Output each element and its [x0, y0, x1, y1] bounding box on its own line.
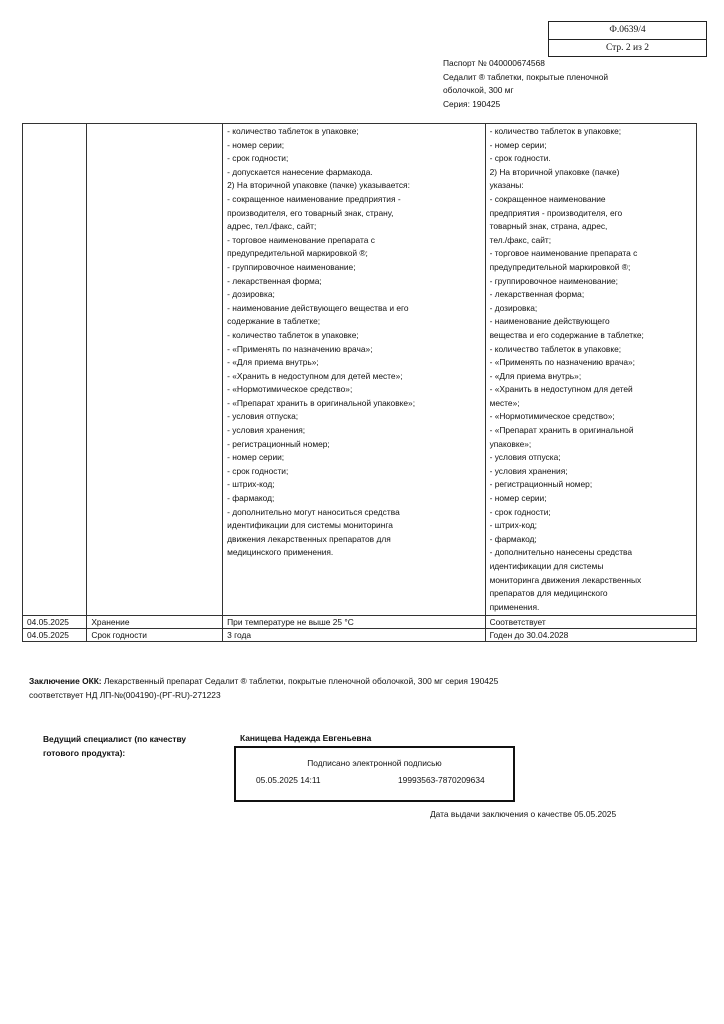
signature-datetime: 05.05.2025 14:11: [256, 775, 321, 785]
list-item: месте»;: [489, 397, 520, 408]
list-item: - группировочное наименование;: [227, 261, 356, 272]
list-item: - номер серии;: [227, 139, 285, 150]
electronic-signature-stamp: [234, 746, 515, 802]
list-item: - лекарственная форма;: [489, 289, 585, 300]
list-item: движения лекарственных препаратов для: [227, 533, 391, 544]
list-item: - наименование действующего вещества и его: [227, 302, 409, 313]
list-item: - срок годности;: [227, 465, 289, 476]
list-item: - «Применять по назначению врача»;: [227, 343, 373, 354]
list-item: - дополнительно могут наноситься средства: [227, 506, 400, 517]
list-item: тел./факс, сайт;: [489, 234, 552, 245]
passport-header: [443, 57, 643, 111]
table-row: [23, 124, 697, 616]
row-indicator: Хранение: [87, 616, 223, 629]
list-item: - «Нормотимическое средство»;: [489, 411, 615, 422]
passport-number: Паспорт № 040000674568: [443, 58, 545, 68]
list-item: - количество таблеток в упаковке;: [489, 343, 622, 354]
list-item: - «Нормотимическое средство»;: [227, 384, 353, 395]
page-number: Стр. 2 из 2: [605, 43, 650, 53]
list-item: - условия хранения;: [489, 465, 568, 476]
specialist-role-line1: Ведущий специалист (по качеству: [43, 734, 187, 744]
list-item: производителя, его товарный знак, страну,: [227, 207, 394, 218]
list-item: - условия хранения;: [227, 425, 306, 436]
list-item: мониторинга движения лекарственных: [489, 574, 642, 585]
list-item: - группировочное наименование;: [489, 275, 618, 286]
row-result: Соответствует: [485, 616, 696, 629]
list-item: - количество таблеток в упаковке;: [227, 126, 359, 136]
list-item: - штрих-код;: [489, 520, 538, 531]
list-item: адрес, тел./факс, сайт;: [227, 221, 317, 232]
row-requirement: 3 года: [223, 629, 485, 642]
list-item: содержание в таблетке;: [227, 316, 321, 327]
list-item: - срок годности;: [489, 506, 551, 517]
list-item: товарный знак, страна, адрес,: [489, 221, 608, 232]
requirements-cell: [223, 124, 485, 616]
requirements-list: [227, 125, 482, 560]
list-item: - регистрационный номер;: [489, 479, 593, 490]
series: Серия: 190425: [443, 98, 501, 109]
table-row: [23, 616, 697, 629]
row-date: 04.05.2025: [23, 616, 87, 629]
list-item: - фармакод;: [489, 533, 537, 544]
conclusion: [29, 675, 669, 702]
list-item: - срок годности.: [489, 153, 551, 164]
product-name-line1: Седалит ® таблетки, покрытые пленочной: [443, 71, 609, 82]
list-item: - «Препарат хранить в оригинальной упаковке»;: [227, 397, 416, 408]
list-item: - «Для приема внутрь»;: [227, 357, 319, 368]
list-item: - дозировка;: [227, 289, 275, 300]
list-item: - торговое наименование препарата с: [227, 234, 375, 245]
list-item: - количество таблеток в упаковке;: [489, 126, 622, 136]
specialist-role-line2: готового продукта):: [43, 747, 126, 758]
form-code-box: [548, 21, 707, 57]
row-indicator: Срок годности: [87, 629, 223, 642]
list-item: - дополнительно нанесены средства: [489, 547, 633, 558]
list-item: - наименование действующего: [489, 316, 610, 327]
results-list: [490, 125, 694, 614]
list-item: - условия отпуска;: [489, 452, 561, 463]
results-cell: [485, 124, 696, 616]
signature-caption: Подписано электронной подписью: [307, 758, 442, 768]
list-item: медицинского применения.: [227, 547, 334, 558]
list-item: - торговое наименование препарата с: [489, 248, 638, 259]
list-item: - срок годности;: [227, 153, 289, 164]
row-result: Годен до 30.04.2028: [485, 629, 696, 642]
list-item: - номер серии;: [489, 493, 547, 504]
list-item: - сокращенное наименование: [489, 193, 606, 204]
list-item: идентификации для системы: [489, 561, 604, 571]
specialist-name: Канищева Надежда Евгеньевна: [240, 733, 372, 743]
conclusion-line2: соответствует НД ЛП-№(004190)-(РГ-RU)-271223: [29, 689, 221, 700]
list-item: - «Для приема внутрь»;: [489, 370, 582, 381]
indicator-cell: [87, 124, 223, 616]
table-row: [23, 629, 697, 642]
list-item: - сокращенное наименование предприятия -: [227, 193, 401, 204]
row-date: 04.05.2025: [23, 629, 87, 642]
list-item: - «Применять по назначению врача»;: [489, 357, 635, 368]
issue-date: Дата выдачи заключения о качестве 05.05.2025: [430, 809, 617, 819]
list-item: применения.: [489, 601, 540, 612]
list-item: - номер серии;: [489, 139, 547, 150]
list-item: - количество таблеток в упаковке;: [227, 329, 359, 340]
conclusion-label: Заключение ОКК:: [29, 676, 102, 686]
list-item: - условия отпуска;: [227, 411, 299, 422]
list-item: - лекарственная форма;: [227, 275, 322, 286]
list-item: 2) На вторичной упаковке (пачке): [489, 166, 620, 177]
list-item: препаратов для медицинского: [489, 588, 608, 599]
form-code: Ф.0639/4: [549, 22, 706, 40]
list-item: предупредительной маркировкой ®;: [227, 248, 368, 259]
list-item: указаны:: [489, 180, 524, 191]
date-cell: [23, 124, 87, 616]
list-item: - «Хранить в недоступном для детей месте»;: [227, 370, 403, 381]
list-item: предупредительной маркировкой ®;: [489, 261, 631, 272]
list-item: идентификации для системы мониторинга: [227, 520, 393, 531]
list-item: - «Препарат хранить в оригинальной: [489, 425, 634, 436]
list-item: - дозировка;: [489, 302, 538, 313]
list-item: - фармакод;: [227, 493, 275, 504]
row-requirement: При температуре не выше 25 °С: [223, 616, 485, 629]
list-item: - штрих-код;: [227, 479, 275, 490]
list-item: предприятия - производителя, его: [489, 207, 623, 218]
conclusion-text: Лекарственный препарат Седалит ® таблетки, покрытые пленочной оболочкой, 300 мг серия 190425: [101, 676, 499, 686]
signature-id: 19993563-7870209634: [398, 775, 485, 785]
test-results-table: [22, 123, 697, 642]
list-item: упаковке»;: [489, 438, 532, 449]
list-item: - допускается нанесение фармакода.: [227, 166, 373, 177]
product-name-line2: оболочкой, 300 мг: [443, 85, 514, 95]
list-item: 2) На вторичной упаковке (пачке) указывается:: [227, 180, 410, 191]
list-item: - номер серии;: [227, 452, 285, 463]
specialist-role: [43, 733, 223, 760]
list-item: - «Хранить в недоступном для детей: [489, 384, 633, 395]
list-item: - регистрационный номер;: [227, 438, 330, 449]
list-item: вещества и его содержание в таблетке;: [489, 329, 644, 340]
